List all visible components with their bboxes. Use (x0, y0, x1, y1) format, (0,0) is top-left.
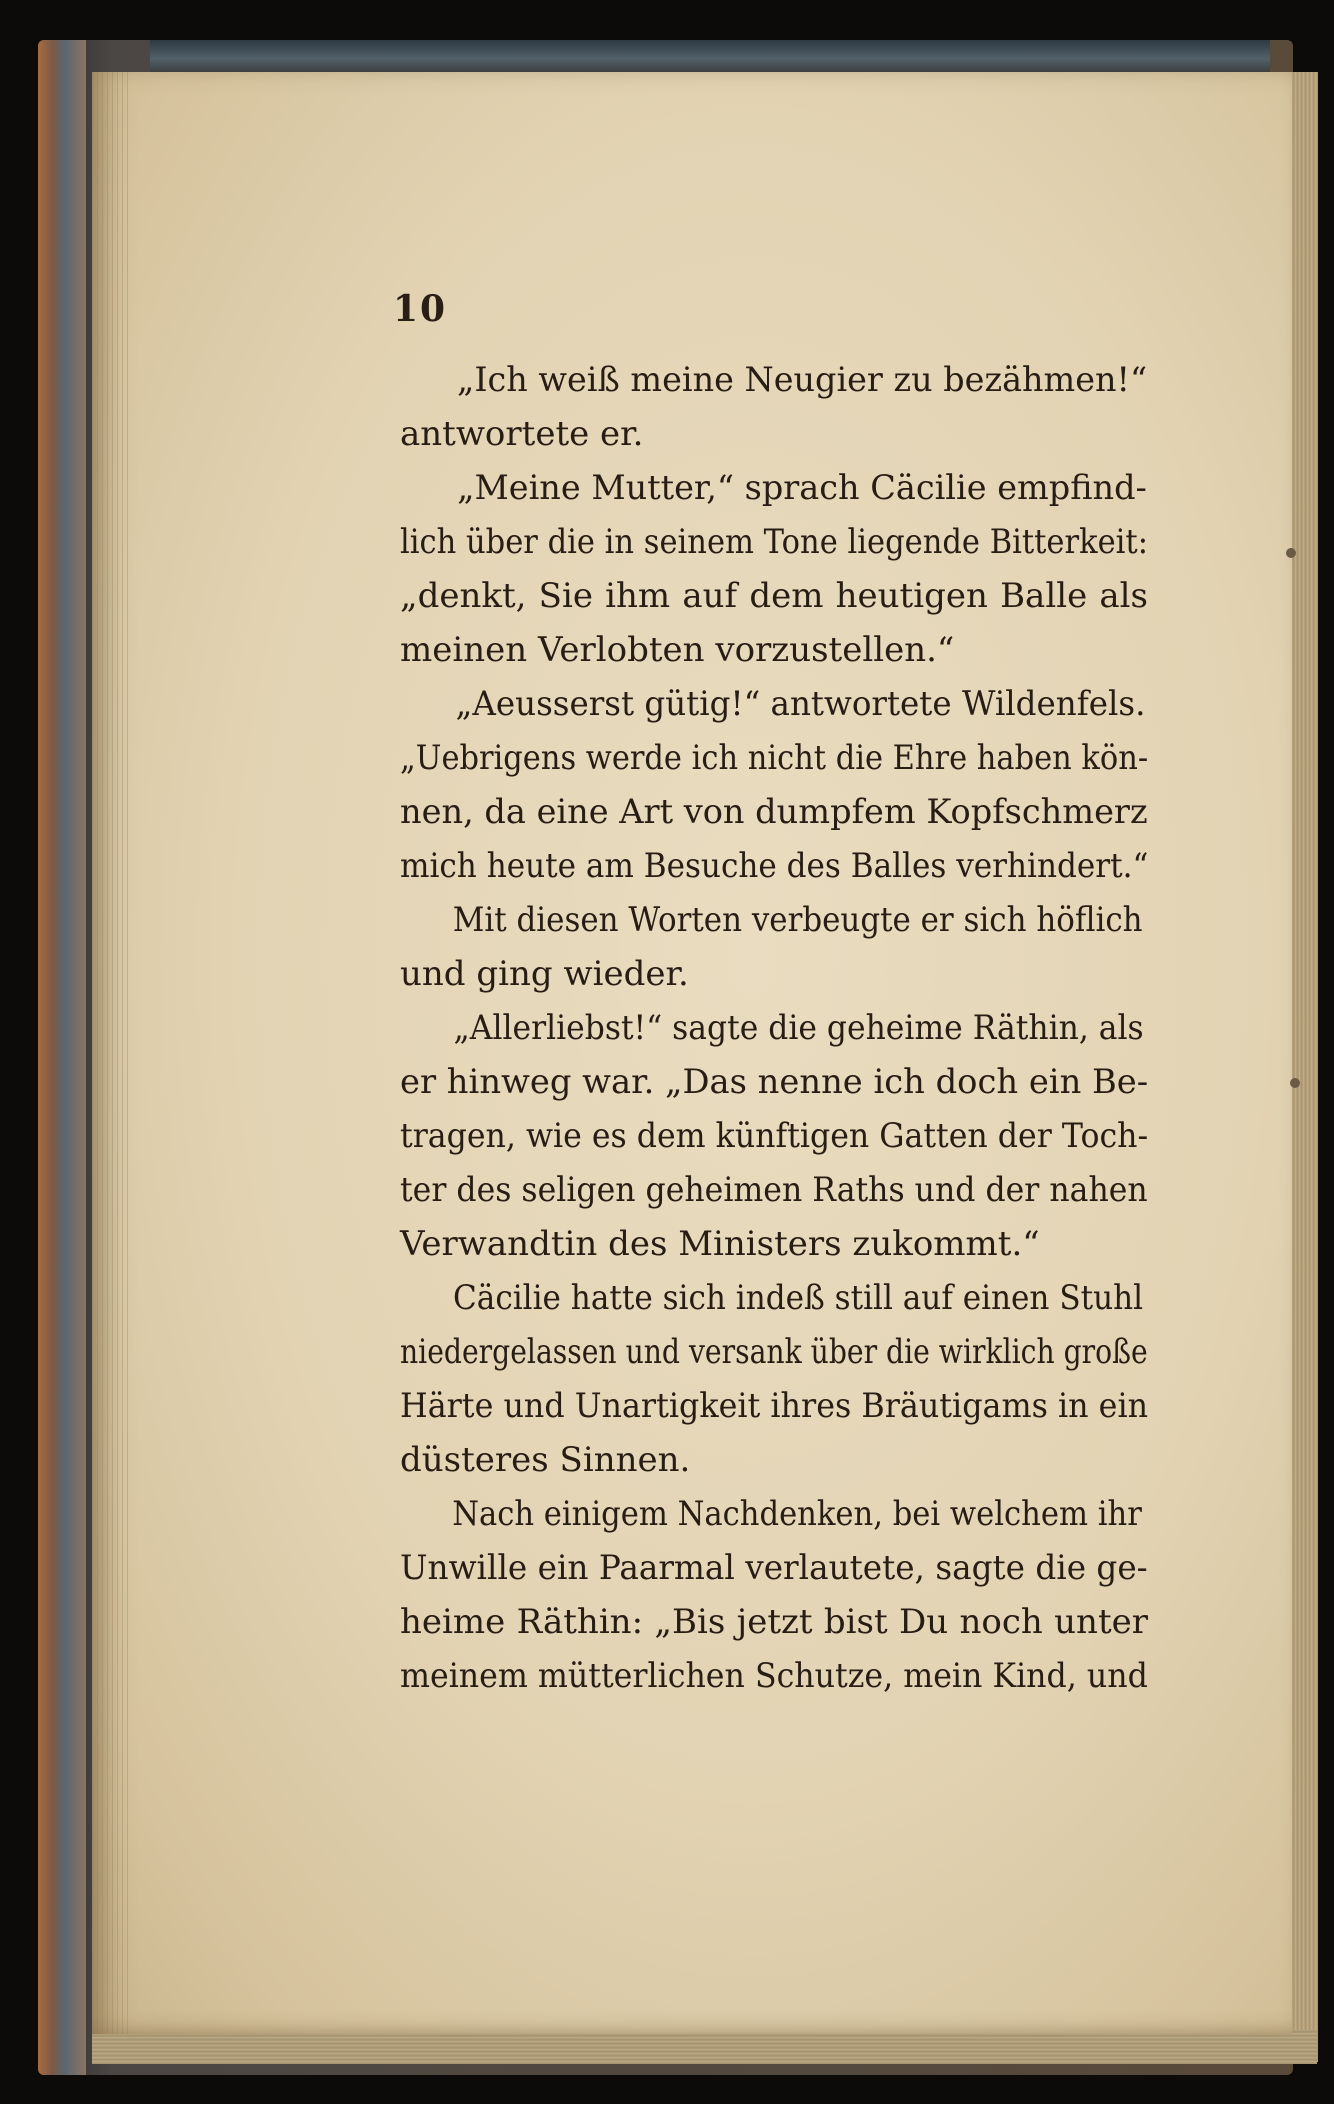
page-edges-bottom (92, 2030, 1317, 2064)
text-line: Nach einigem Nachdenken, bei welchem ihr (452, 1494, 1142, 1534)
text-line: meinem mütterlichen Schutze, mein Kind, und (400, 1656, 1148, 1696)
cover-top-edge (150, 40, 1270, 74)
book-spine (38, 40, 86, 2075)
page-edges-right (1288, 72, 1318, 2062)
text-line: Mit diesen Worten verbeugte er sich höflich (452, 900, 1143, 940)
text-line: Verwandtin des Ministers zukommt.“ (400, 1224, 1040, 1264)
text-line: nen, da eine Art von dumpfem Kopfschmerz (400, 792, 1148, 832)
text-line: niedergelassen und versank über die wirklich große (400, 1332, 1148, 1372)
text-line: Cäcilie hatte sich indeß still auf einen Stuhl (453, 1278, 1144, 1318)
text-line: „denkt, Sie ihm auf dem heutigen Balle als (400, 576, 1148, 616)
text-line: „Meine Mutter,“ sprach Cäcilie empfind- (457, 468, 1147, 508)
text-line: heime Räthin: „Bis jetzt bist Du noch unter (400, 1602, 1148, 1642)
text-line: er hinweg war. „Das nenne ich doch ein Be- (400, 1062, 1149, 1102)
text-line: „Allerliebst!“ sagte die geheime Räthin, als (453, 1008, 1144, 1048)
text-line: düsteres Sinnen. (400, 1440, 691, 1480)
text-line: „Uebrigens werde ich nicht die Ehre haben kön- (400, 738, 1149, 778)
page-number: 10 (393, 288, 448, 330)
text-line: Unwille ein Paarmal verlautete, sagte die ge- (400, 1548, 1148, 1588)
text-line: ter des seligen geheimen Raths und der nahen (400, 1170, 1148, 1210)
text-line: Härte und Unartigkeit ihres Bräutigams in ein (400, 1386, 1149, 1426)
text-line: antwortete er. (400, 414, 644, 454)
page-gutter (92, 72, 132, 2034)
text-line: und ging wieder. (400, 954, 689, 994)
edge-mark (1286, 548, 1296, 558)
text-line: „Ich weiß meine Neugier zu bezähmen!“ (457, 360, 1148, 400)
text-line: lich über die in seinem Tone liegende Bitterkeit: (400, 522, 1148, 562)
text-line: „Aeusserst gütig!“ antwortete Wildenfels. (455, 684, 1146, 724)
text-line: tragen, wie es dem künftigen Gatten der Toch- (400, 1116, 1149, 1156)
text-line: mich heute am Besuche des Balles verhindert.“ (400, 846, 1149, 886)
text-line: meinen Verlobten vorzustellen.“ (400, 630, 955, 670)
edge-mark (1290, 1078, 1300, 1088)
